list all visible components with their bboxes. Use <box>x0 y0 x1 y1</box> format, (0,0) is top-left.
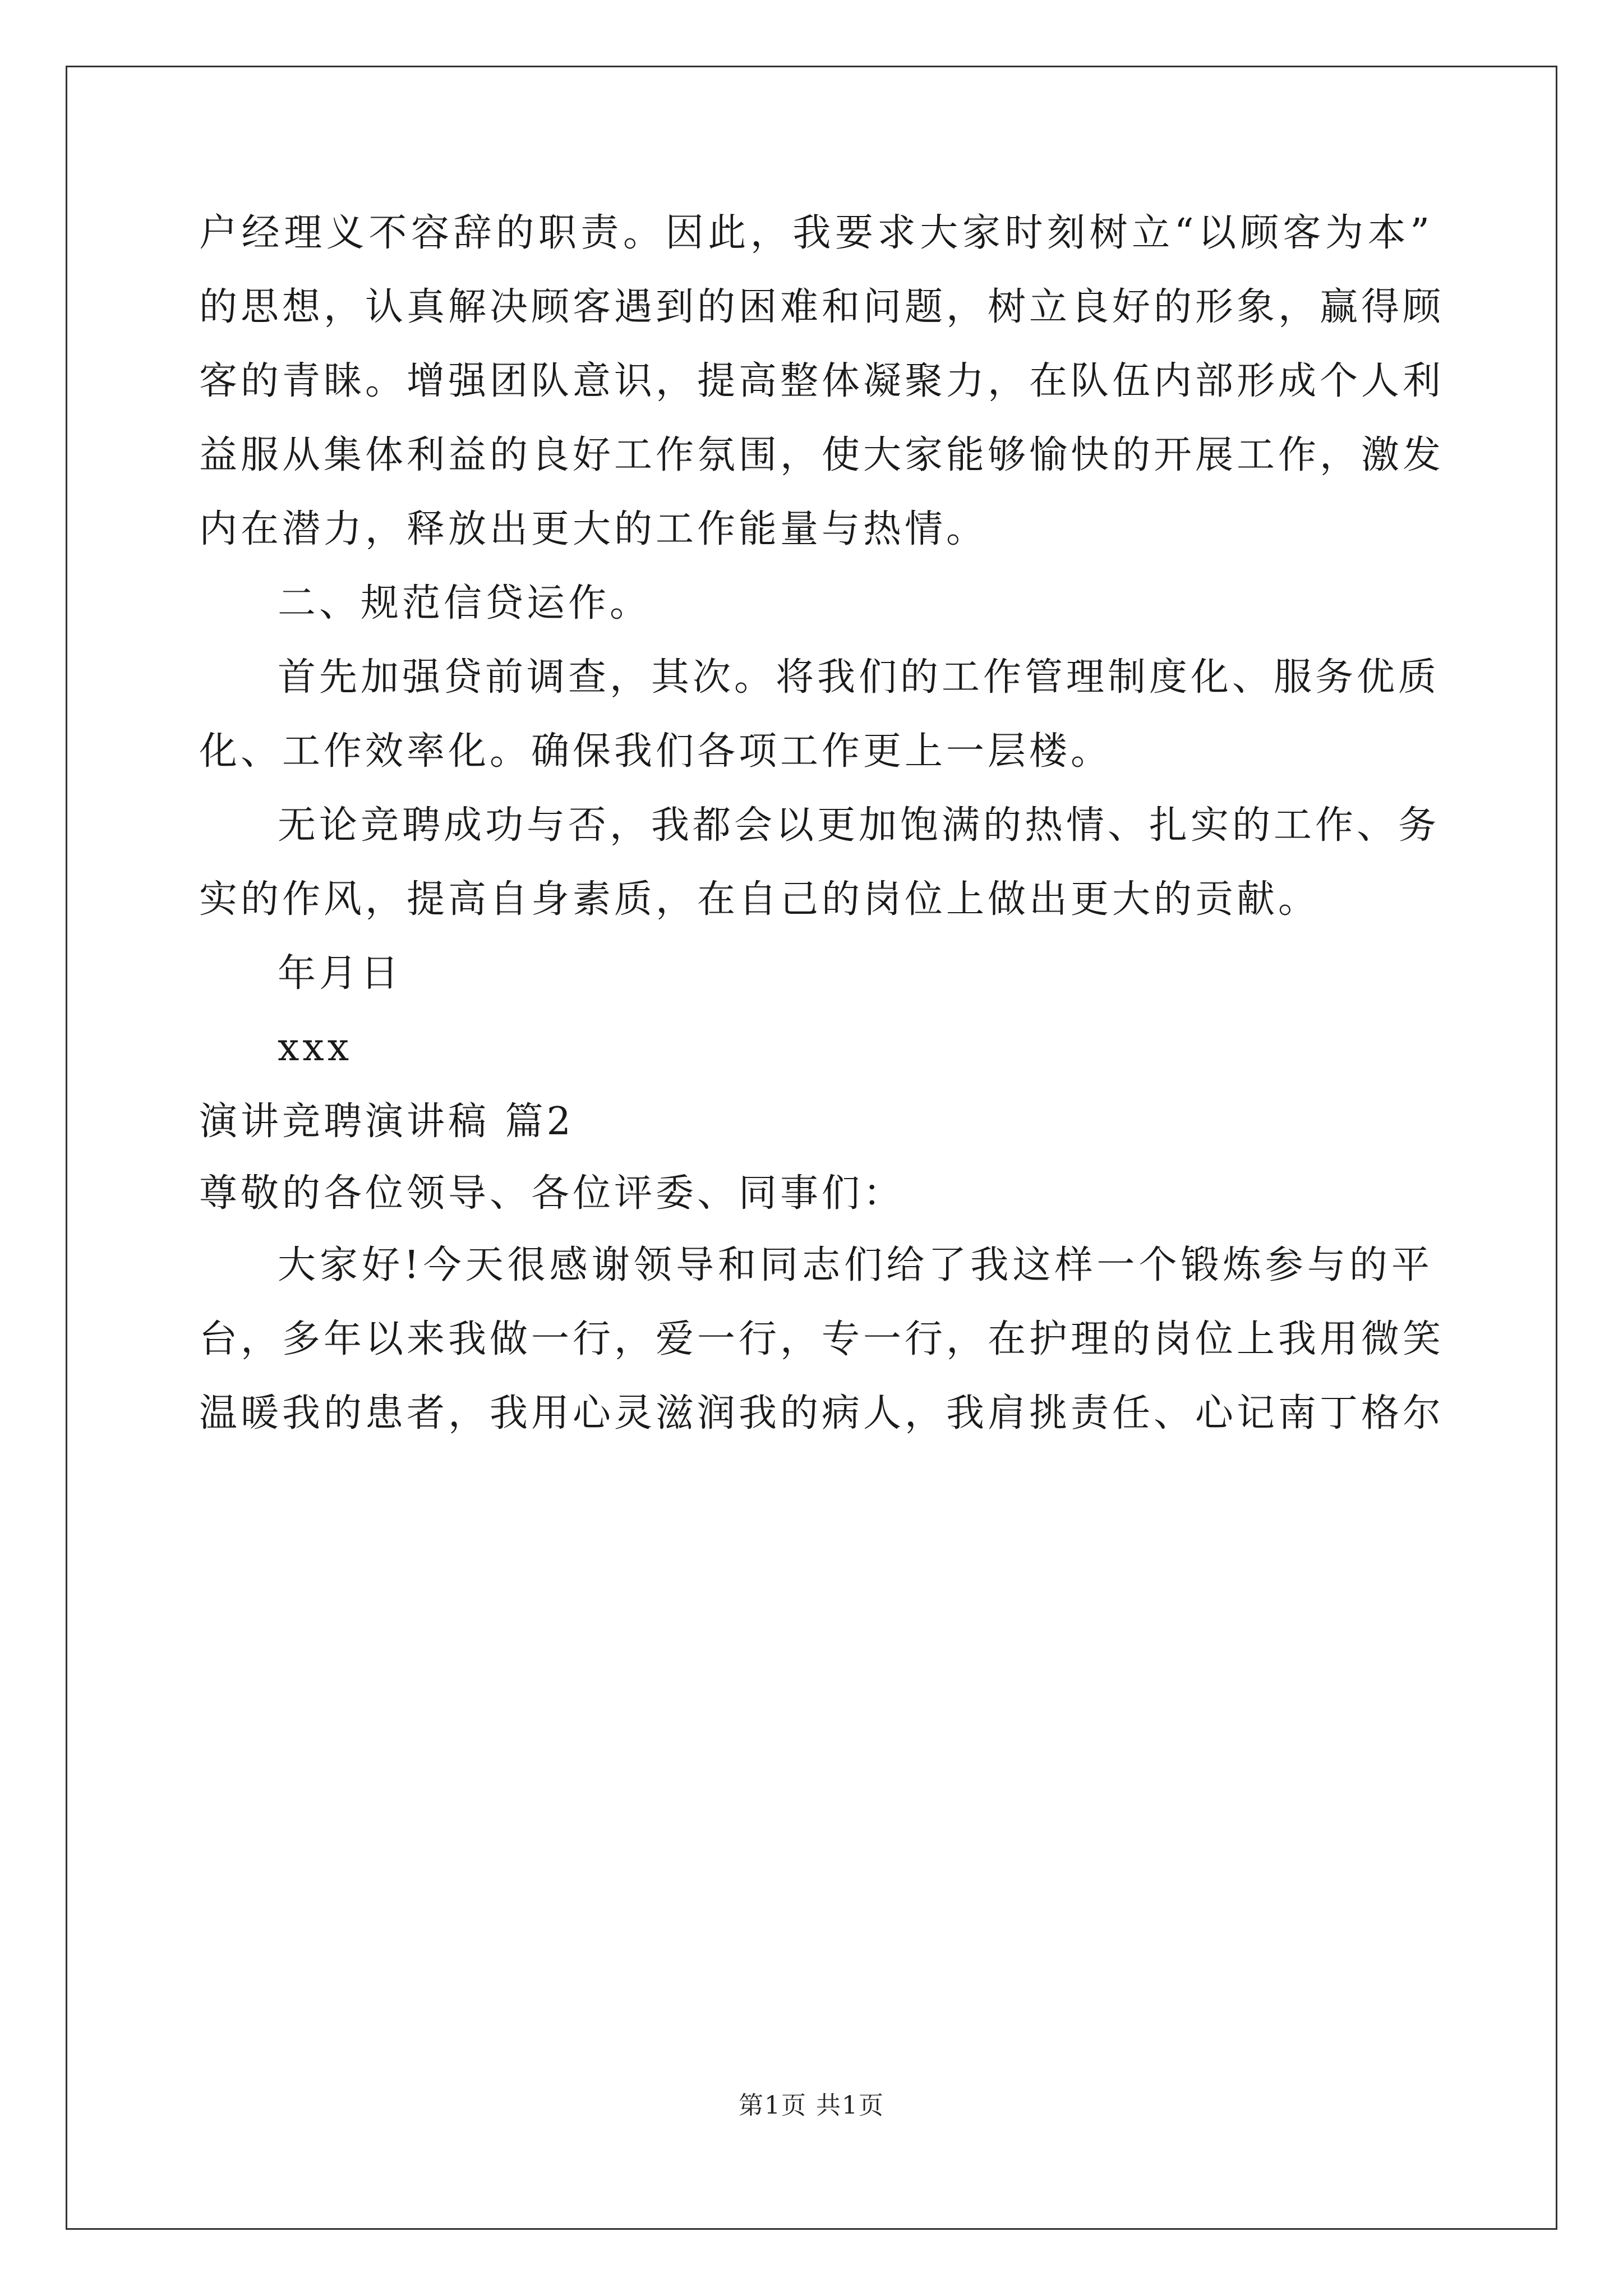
paragraph-line: 无论竞聘成功与否，我都会以更加饱满的热情、扎实的工作、务 <box>278 803 1440 848</box>
paragraph-line: 首先加强贷前调查，其次。将我们的工作管理制度化、服务优质 <box>278 655 1440 700</box>
date-line: 年月日 <box>278 951 403 996</box>
section-heading: 二、规范信贷运作。 <box>278 581 652 625</box>
paragraph-line: 益服从集体利益的良好工作氛围，使大家能够愉快的开展工作，激发 <box>199 433 1445 477</box>
paragraph-line: 的思想，认真解决顾客遇到的困难和问题，树立良好的形象，赢得顾 <box>199 285 1445 329</box>
page-number-footer: 第1页 共1页 <box>739 2091 884 2120</box>
paragraph-line: 实的作风，提高自身素质，在自己的岗位上做出更大的贡献。 <box>199 877 1320 922</box>
document-body <box>199 208 1445 1462</box>
paragraph-line: 台，多年以来我做一行，爱一行，专一行，在护理的岗位上我用微笑 <box>199 1317 1445 1361</box>
paragraph-line: 温暖我的患者，我用心灵滋润我的病人，我肩挑责任、心记南丁格尔 <box>199 1391 1445 1435</box>
paragraph-line: 内在潜力，释放出更大的工作能量与热情。 <box>199 507 988 551</box>
paragraph-line: 大家好!今天很感谢领导和同志们给了我这样一个锻炼参与的平 <box>278 1243 1433 1287</box>
paragraph-line: 户经理义不容辞的职责。因此，我要求大家时刻树立“以顾客为本” <box>199 211 1433 255</box>
signature-line: xxx <box>278 1025 353 1070</box>
salutation: 尊敬的各位领导、各位评委、同事们： <box>199 1171 905 1216</box>
article-title: 演讲竞聘演讲稿 篇2 <box>199 1099 574 1144</box>
paragraph-line: 化、工作效率化。确保我们各项工作更上一层楼。 <box>199 729 1113 774</box>
paragraph-line: 客的青睐。增强团队意识，提高整体凝聚力，在队伍内部形成个人利 <box>199 359 1445 403</box>
